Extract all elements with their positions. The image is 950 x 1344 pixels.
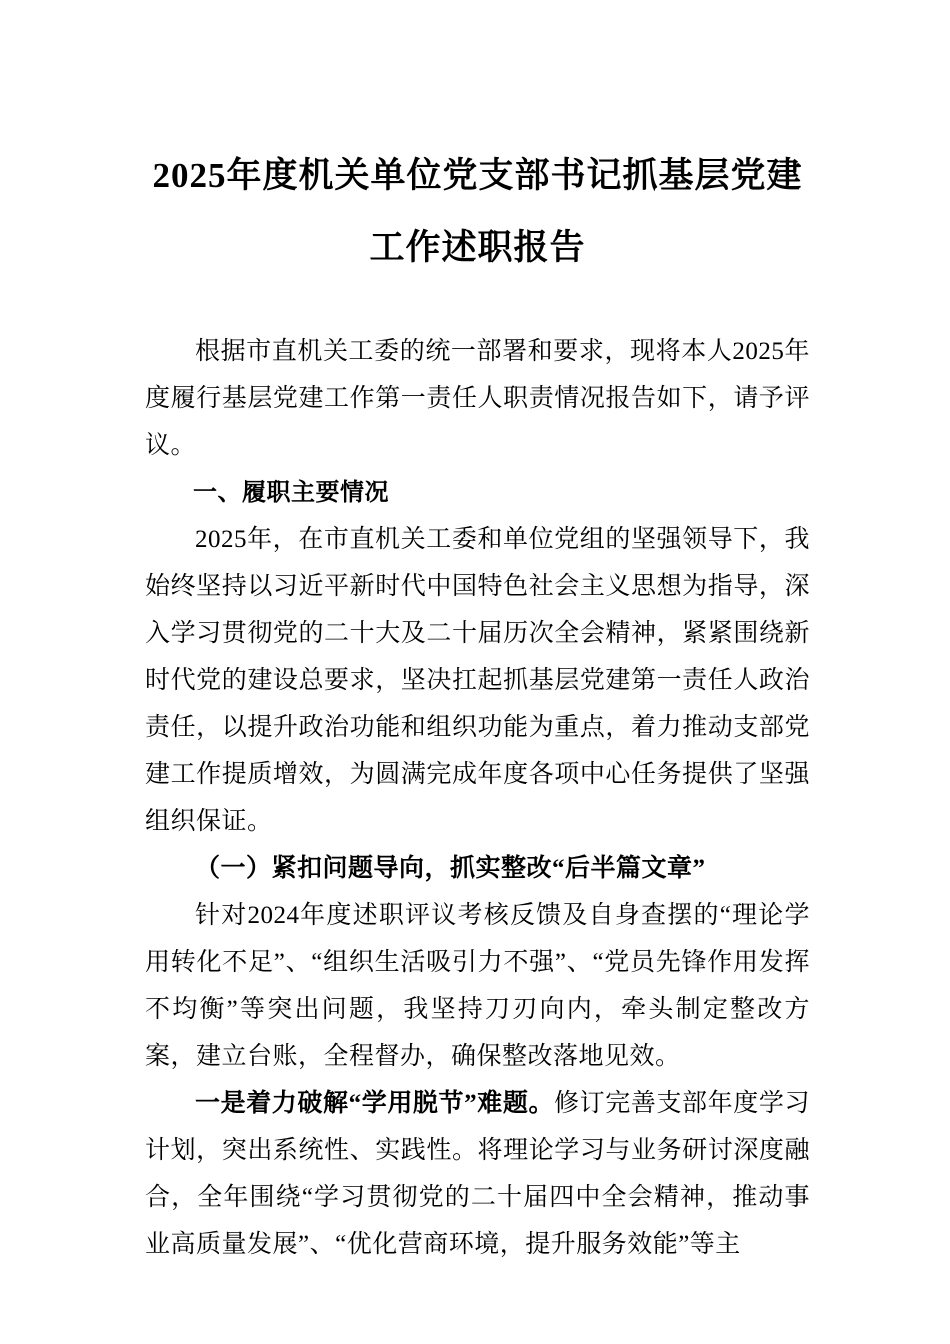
paragraph-intro: 根据市直机关工委的统一部署和要求，现将本人2025年度履行基层党建工作第一责任人职责情况报告如下，请予评议。 [145,338,810,459]
paragraph-performance-overview: 2025年，在市直机关工委和单位党组的坚强领导下，我始终坚持以习近平新时代中国特色社会主义思想为指导，深入学习贯彻党的二十大及二十届历次全会精神，紧紧围绕新时代党的建设总要求，坚决扛起抓基层党建第一责任人政治责任，以提升政治功能和组织功能为重点，着力推动支部党建工作提质增效，为圆满完成年度各项中心任务提供了坚强组织保证。 [145,526,810,835]
paragraph-study-plan-text: 修订完善支部年度学习计划，突出系统性、实践性。将理论学习与业务研讨深度融合，全年围绕“学习贯彻党的二十届四中全会精神，推动事业高质量发展”、“优化营商环境，提升服务效能”等主 [145,1090,810,1258]
section-heading-1: 一、履职主要情况 [193,479,389,506]
title-line-1: 2025年度机关单位党支部书记抓基层党建 [152,156,803,195]
paragraph-study-plan-bold-lead: 一是着力破解“学用脱节”难题。 [195,1090,555,1117]
title-line-2: 工作述职报告 [369,228,586,267]
paragraph-rectification: 针对2024年度述职评议考核反馈及自身查摆的“理论学用转化不足”、“组织生活吸引力不强”、“党员先锋作用发挥不均衡”等突出问题，我坚持刀刃向内，牵头制定整改方案，建立台账，全程督办，确保整改落地见效。 [145,902,810,1070]
paragraph-study-plan [145,1080,810,1268]
document-title [145,140,810,284]
section-heading-1-1: （一）紧扣问题导向，抓实整改“后半篇文章” [195,855,706,882]
